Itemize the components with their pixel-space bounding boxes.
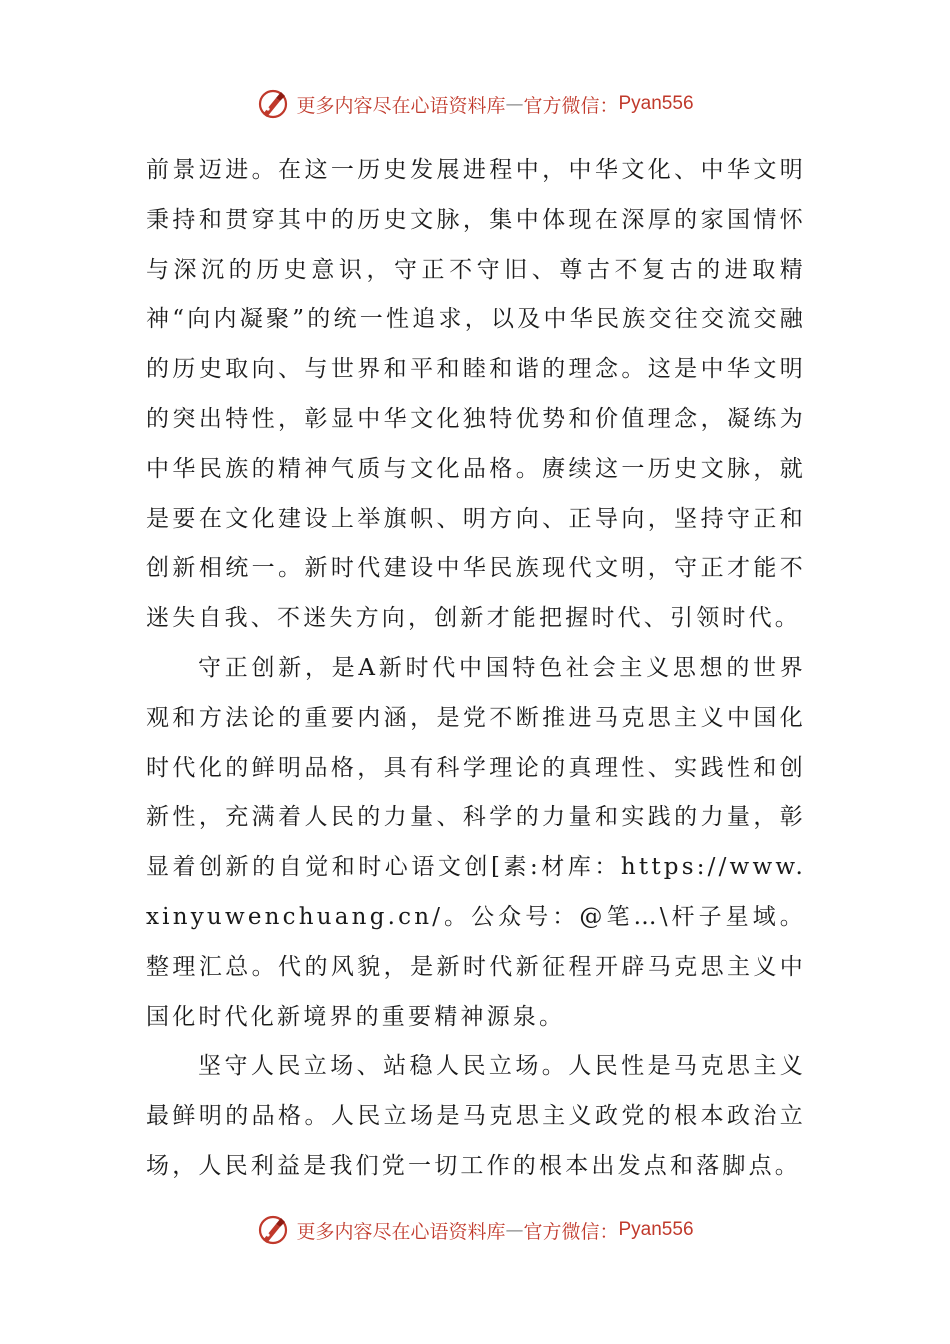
banner-separator: — — [505, 1219, 524, 1241]
header-banner — [0, 84, 950, 124]
pen-logo-icon — [256, 87, 290, 121]
footer-banner — [0, 1210, 950, 1250]
banner-site-text: 更多内容尽在心语资料库 — [296, 1220, 506, 1243]
banner-official-label: 官方微信： — [523, 94, 619, 117]
document-body — [146, 146, 806, 1192]
banner-wechat-id: Pyan556 — [618, 93, 694, 114]
paragraph-2: 守正创新，是A新时代中国特色社会主义思想的世界观和方法论的重要内涵，是党不断推进马克思主义中国化时代化的鲜明品格，具有科学理论的真理性、实践性和创新性，充满着人民的力量、科学的力量和实践的力量，彰显着创新的自觉和时心语文创[素:材库：https://www.xinyuwenchuang.cn/。公众号：@笔…\杆子星域。整理汇总。代的风貌，是新时代新征程开辟马克思主义中国化时代化新境界的重要精神源泉。 — [146, 654, 806, 1030]
paragraph-3: 坚守人民立场、站稳人民立场。人民性是马克思主义最鲜明的品格。人民立场是马克思主义政党的根本政治立场，人民利益是我们党一切工作的根本出发点和落脚点。 — [146, 1053, 806, 1179]
pen-logo-icon — [256, 1213, 290, 1247]
banner-official-label: 官方微信： — [523, 1220, 619, 1243]
paragraph-1: 前景迈进。在这一历史发展进程中，中华文化、中华文明秉持和贯穿其中的历史文脉，集中体现在深厚的家国情怀与深沉的历史意识，守正不守旧、尊古不复古的进取精神“向内凝聚”的统一性追求，以及中华民族交往交流交融的历史取向、与世界和平和睦和谐的理念。这是中华文明的突出特性，彰显中华文化独特优势和价值理念，凝练为中华民族的精神气质与文化品格。赓续这一历史文脉，就是要在文化建设上举旗帜、明方向、正导向，坚持守正和创新相统一。新时代建设中华民族现代文明，守正才能不迷失自我、不迷失方向，创新才能把握时代、引领时代。 — [146, 157, 806, 632]
banner-wechat-id: Pyan556 — [618, 1219, 694, 1240]
banner-site-text: 更多内容尽在心语资料库 — [296, 94, 506, 117]
banner-separator: — — [505, 93, 524, 115]
